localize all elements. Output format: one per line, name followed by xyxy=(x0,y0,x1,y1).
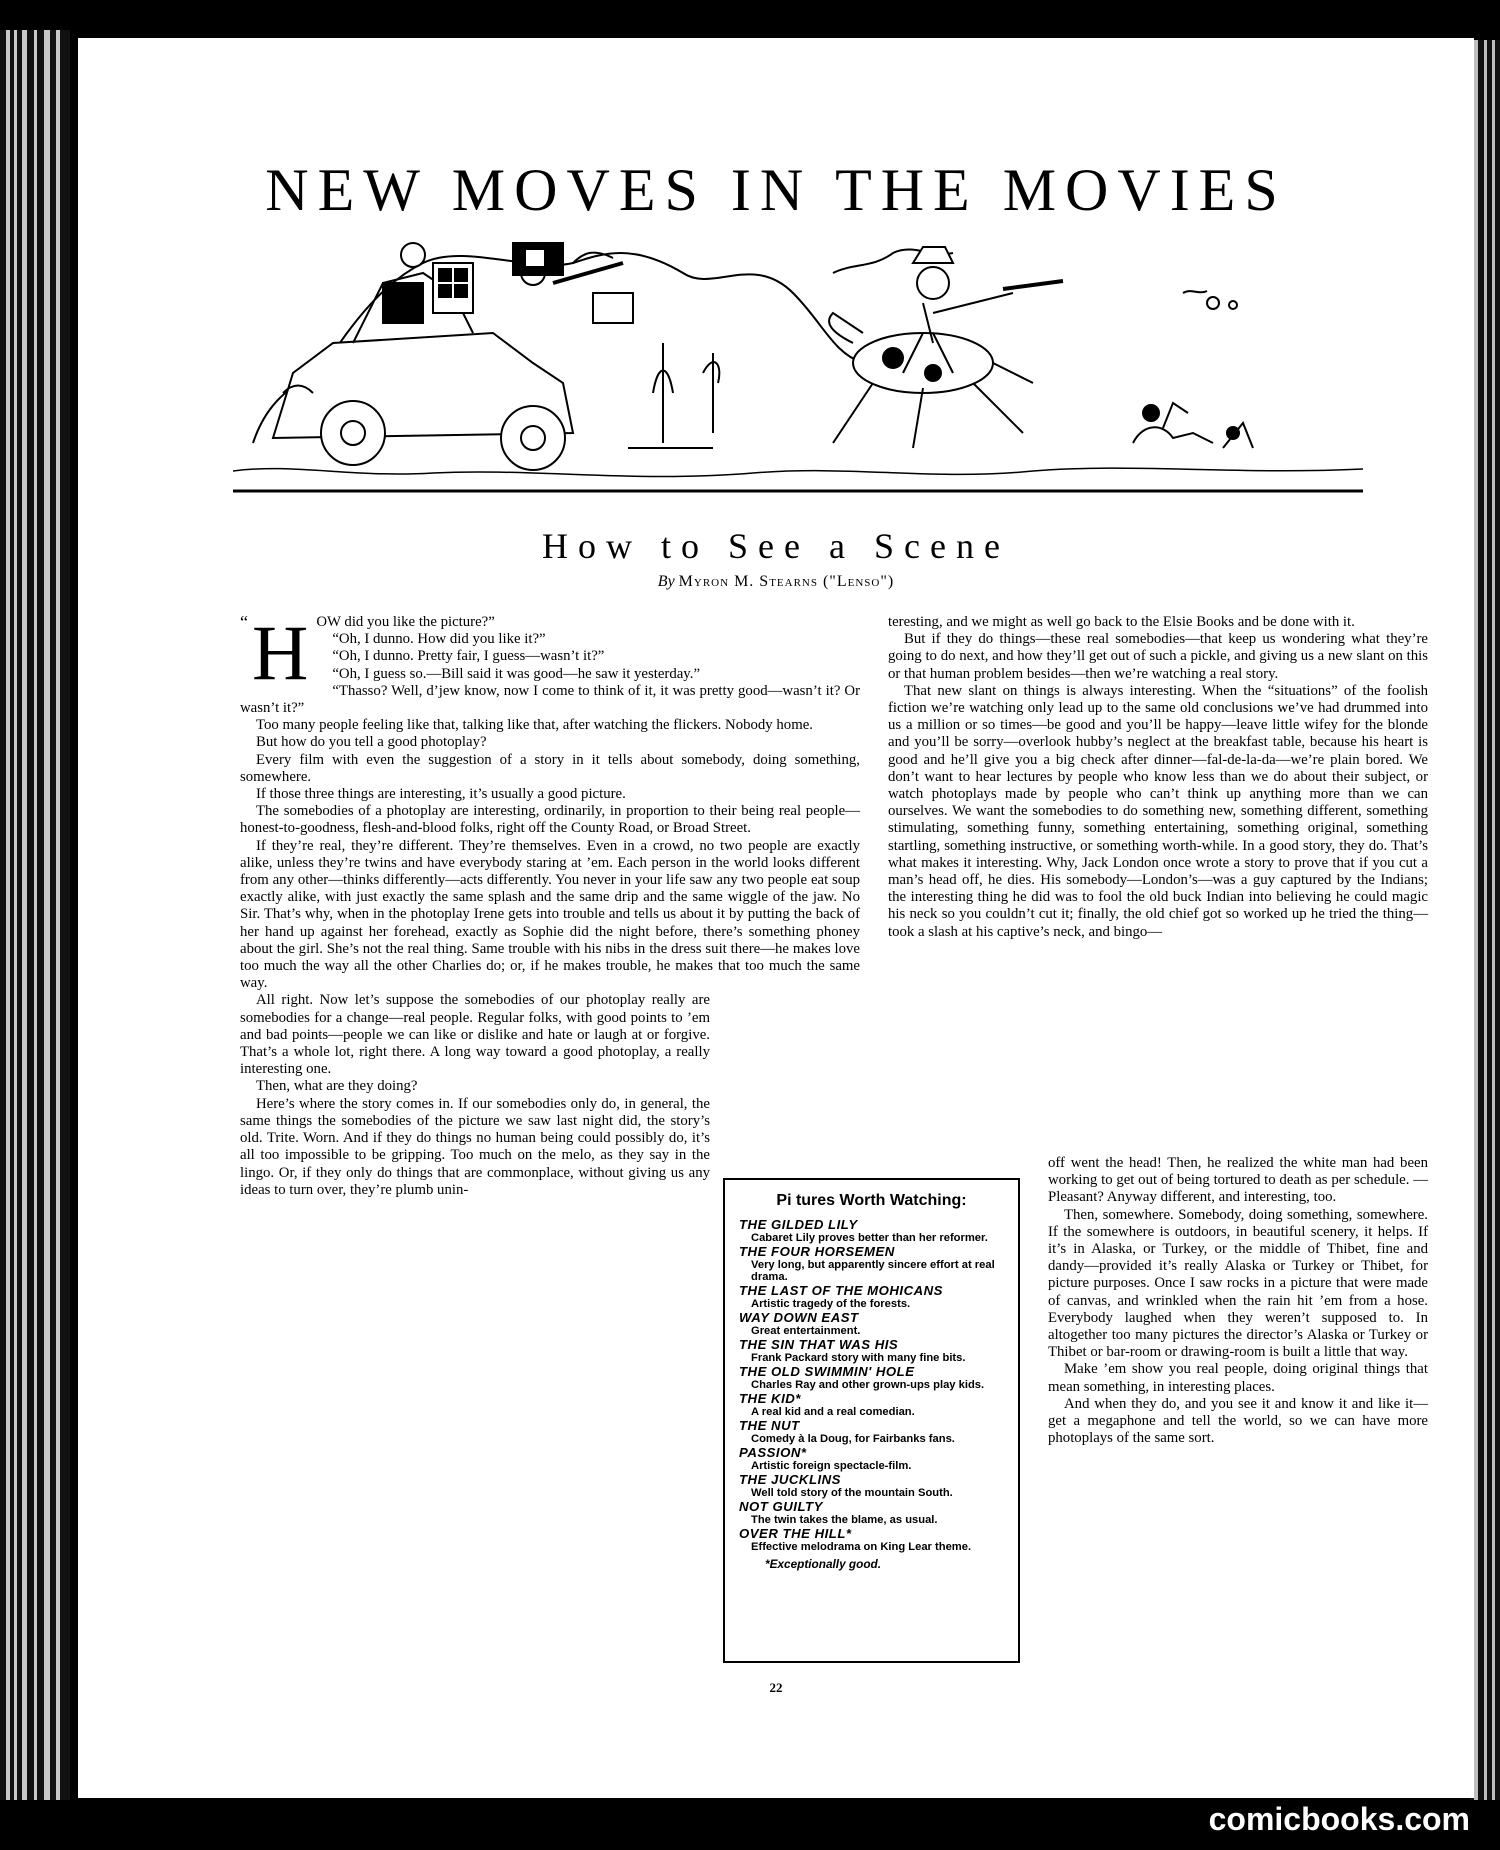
film-title: THE OLD SWIMMIN' HOLE xyxy=(739,1364,915,1379)
film-description: Very long, but apparently sincere effort at real drama. xyxy=(751,1259,995,1283)
film-title: THE GILDED LILY xyxy=(739,1217,858,1232)
film-description: A real kid and a real comedian. xyxy=(751,1406,915,1418)
paragraph: All right. Now let’s suppose the somebodies of our photoplay really are somebodies for a change—real people. Regular folks, with good points to ’em and bad points—people we can like or dislike and hate or laugh at or forgive. That’s a whole lot, right there. A long way toward a good photoplay, a really interesting one. xyxy=(240,992,710,1078)
paragraph: But how do you tell a good photoplay? xyxy=(256,734,487,751)
paragraph: Every film with even the suggestion of a story in it tells about somebody, doing something, somewhere. xyxy=(240,751,860,785)
paragraph: Too many people feeling like that, talking like that, after watching the flickers. Nobody home. xyxy=(256,717,813,734)
watermark: comicbooks.com xyxy=(1208,1801,1470,1837)
paragraph: The somebodies of a photoplay are interesting, ordinarily, in proportion to their being real people—honest-to-goodness, flesh-and-blood folks, right off the County Road, or Broad Street. xyxy=(240,803,860,837)
film-entry xyxy=(739,1311,1004,1337)
film-title: OVER THE HILL* xyxy=(739,1526,852,1541)
film-entry xyxy=(739,1245,1004,1283)
film-title: THE NUT xyxy=(739,1418,800,1433)
box-footnote: *Exceptionally good. xyxy=(765,1557,882,1571)
dropcap-letter: H xyxy=(252,609,309,696)
paragraph: But if they do things—these real somebodies—that keep us wondering what they’re going to do next, and how they’ll get out of such a pickle, and giving us a new slant on this or that human problem besides—then we’re watching a real story. xyxy=(888,631,1428,682)
film-description: Artistic tragedy of the forests. xyxy=(751,1298,911,1310)
paragraph: OW did you like the picture?” xyxy=(316,614,495,630)
dropcap-quote: “ xyxy=(240,612,248,632)
film-title: THE KID* xyxy=(739,1391,801,1406)
film-description: Comedy à la Doug, for Fairbanks fans. xyxy=(751,1433,955,1445)
pictures-worth-watching-box xyxy=(723,1178,1020,1663)
film-entry xyxy=(739,1284,1004,1310)
film-description: Effective melodrama on King Lear theme. xyxy=(751,1541,972,1553)
film-title: THE FOUR HORSEMEN xyxy=(739,1244,895,1259)
film-title: THE LAST OF THE MOHICANS xyxy=(739,1283,943,1298)
film-entry xyxy=(739,1500,1004,1526)
paragraph: “Oh, I dunno. How did you like it?” xyxy=(332,631,546,648)
paragraph: “Thasso? Well, d’jew know, now I come to think of it, it was pretty good—wasn’t it? Or wasn’t it?” xyxy=(240,682,860,717)
byline xyxy=(78,573,1474,591)
film-description: Frank Packard story with many fine bits. xyxy=(751,1352,966,1364)
paragraph: off went the head! Then, he realized the white man had been working to get out of being tortured to death as per schedule. —Pleasant? Anyway different, and interesting, too. xyxy=(1048,1155,1428,1206)
book-binding-right xyxy=(1470,40,1500,1800)
film-description: Well told story of the mountain South. xyxy=(751,1487,953,1499)
film-description: Charles Ray and other grown-ups play kids. xyxy=(751,1379,985,1391)
paragraph: teresting, and we might as well go back to the Elsie Books and be done with it. xyxy=(888,614,1355,630)
page-number: 22 xyxy=(769,1680,783,1695)
film-title: NOT GUILTY xyxy=(739,1499,823,1514)
film-description: The twin takes the blame, as usual. xyxy=(751,1514,938,1526)
film-description: Great entertainment. xyxy=(751,1325,861,1337)
headline: NEW MOVES IN THE MOVIES xyxy=(265,157,1287,223)
paragraph: Then, what are they doing? xyxy=(256,1078,418,1095)
film-title: THE JUCKLINS xyxy=(739,1472,841,1487)
book-binding-left xyxy=(0,30,70,1800)
byline-author: Myron M. Stearns ("Lenso") xyxy=(678,573,895,590)
film-entry xyxy=(739,1527,1004,1553)
magazine-page xyxy=(78,38,1474,1798)
film-description: Artistic foreign spectacle-film. xyxy=(751,1460,912,1472)
film-description: Cabaret Lily proves better than her reformer. xyxy=(751,1232,988,1244)
film-entry xyxy=(739,1365,1004,1391)
paragraph: “Oh, I dunno. Pretty fair, I guess—wasn’t it?” xyxy=(332,648,605,665)
film-entry xyxy=(739,1392,1004,1418)
film-title: THE SIN THAT WAS HIS xyxy=(739,1337,899,1352)
column-right xyxy=(888,614,1428,941)
paragraph: “Oh, I guess so.—Bill said it was good—he saw it yesterday.” xyxy=(332,665,701,682)
paragraph: Then, somewhere. Somebody, doing something, somewhere. If the somewhere is outdoors, in beautiful scenery, it helps. If it’s in Alaska, or Turkey, or the middle of Thibet, fine and dandy—provided it’s really Alaska or Turkey or Thibet, for picture purposes. Once I saw rocks in a picture that were made of canvas, and wrinkled when the rain hit ’em from a hose. Everybody laughed when they weren’t supposed to. In altogether too many pictures the director’s Alaska or Turkey or Thibet or bar-room or drawing-room is built a little that way. xyxy=(1048,1206,1428,1361)
column-right-lower xyxy=(1048,1155,1428,1447)
car-and-cowboy-illustration xyxy=(233,233,1363,495)
box-title: Pi tures Worth Watching: xyxy=(776,1192,967,1209)
paragraph: If they’re real, they’re different. They’re themselves. Even in a crowd, no two people are exactly alike, unless they’re twins and have everybody staring at ’em. Each person in the world looks different from any other—thinks differently—acts differently. You never in your life saw any two people eat soup exactly alike, with just exactly the same splash and the same drip and the same wiggle of the jaw. No Sir. That’s why, when in the photoplay Irene gets into trouble and tells us about it by putting the back of her hand up against her forehead, exactly as Sophie did the night before, there’s something phoney about the girl. She’s not the real thing. Same trouble with his nibs in the dress suit there—he makes love too much the way all the other Charlies do; or, if he makes trouble, he makes that too much the same way. xyxy=(240,837,860,992)
paragraph: And when they do, and you see it and know it and like it—get a megaphone and tell the world, so we can have more photoplays of the same sort. xyxy=(1048,1395,1428,1447)
paragraph: That new slant on things is always interesting. When the “situations” of the foolish fiction we’re watching only lead up to the same old conclusions we’ve had drummed into us a million or so times—be good and you’ll be happy—leave little wifey for the blonde and you’ll be sorry—overlook hubby’s neglect at the breakfast table, because his heart is good and he’ll give you a big check after dinner—fal-de-la-da—we’re plain bored. We don’t want to hear lectures by people who know less than we do about their subject, or watch photoplays made by people who can’t think up anything more than we can ourselves. We want the somebodies to do something new, something different, something stimulating, something funny, something entertaining, something original, something startling, something instructive, or something worth-while. In a good story, they do. That’s what makes it interesting. Why, Jack London once wrote a story to prove that if you cut a man’s head off, he dies. His somebody—London’s—was a guy captured by the Indians; the interesting thing he did was to fool the old buck Indian into believing he could magic his neck so you couldn’t cut it; finally, the old chief got so worked up he tried the thing—took a slash at his captive’s neck, and bingo— xyxy=(888,682,1428,940)
film-entry xyxy=(739,1446,1004,1472)
film-title: PASSION* xyxy=(739,1445,807,1460)
paragraph: Here’s where the story comes in. If our somebodies only do, in general, the same things the somebodies of the picture we saw last night did, the story’s old. Trite. Worn. And if they do things no human being could possibly do, it’s all too impossible to be gripping. Too much on the melo, as they say in the lingo. Or, if they only do things that are commonplace, without giving us any ideas to turn over, they’re plumb unin- xyxy=(240,1095,710,1198)
paragraph: If those three things are interesting, it’s usually a good picture. xyxy=(256,786,626,803)
article-subtitle: How to See a Scene xyxy=(542,526,1010,566)
film-entry xyxy=(739,1419,1004,1445)
paragraph: Make ’em show you real people, doing original things that mean something, in interesting places. xyxy=(1048,1361,1428,1395)
column-left xyxy=(240,609,860,1199)
film-entry xyxy=(739,1473,1004,1499)
film-entry xyxy=(739,1218,1004,1244)
byline-prefix: By xyxy=(657,573,675,590)
film-title: WAY DOWN EAST xyxy=(739,1310,859,1325)
film-entry xyxy=(739,1338,1004,1364)
